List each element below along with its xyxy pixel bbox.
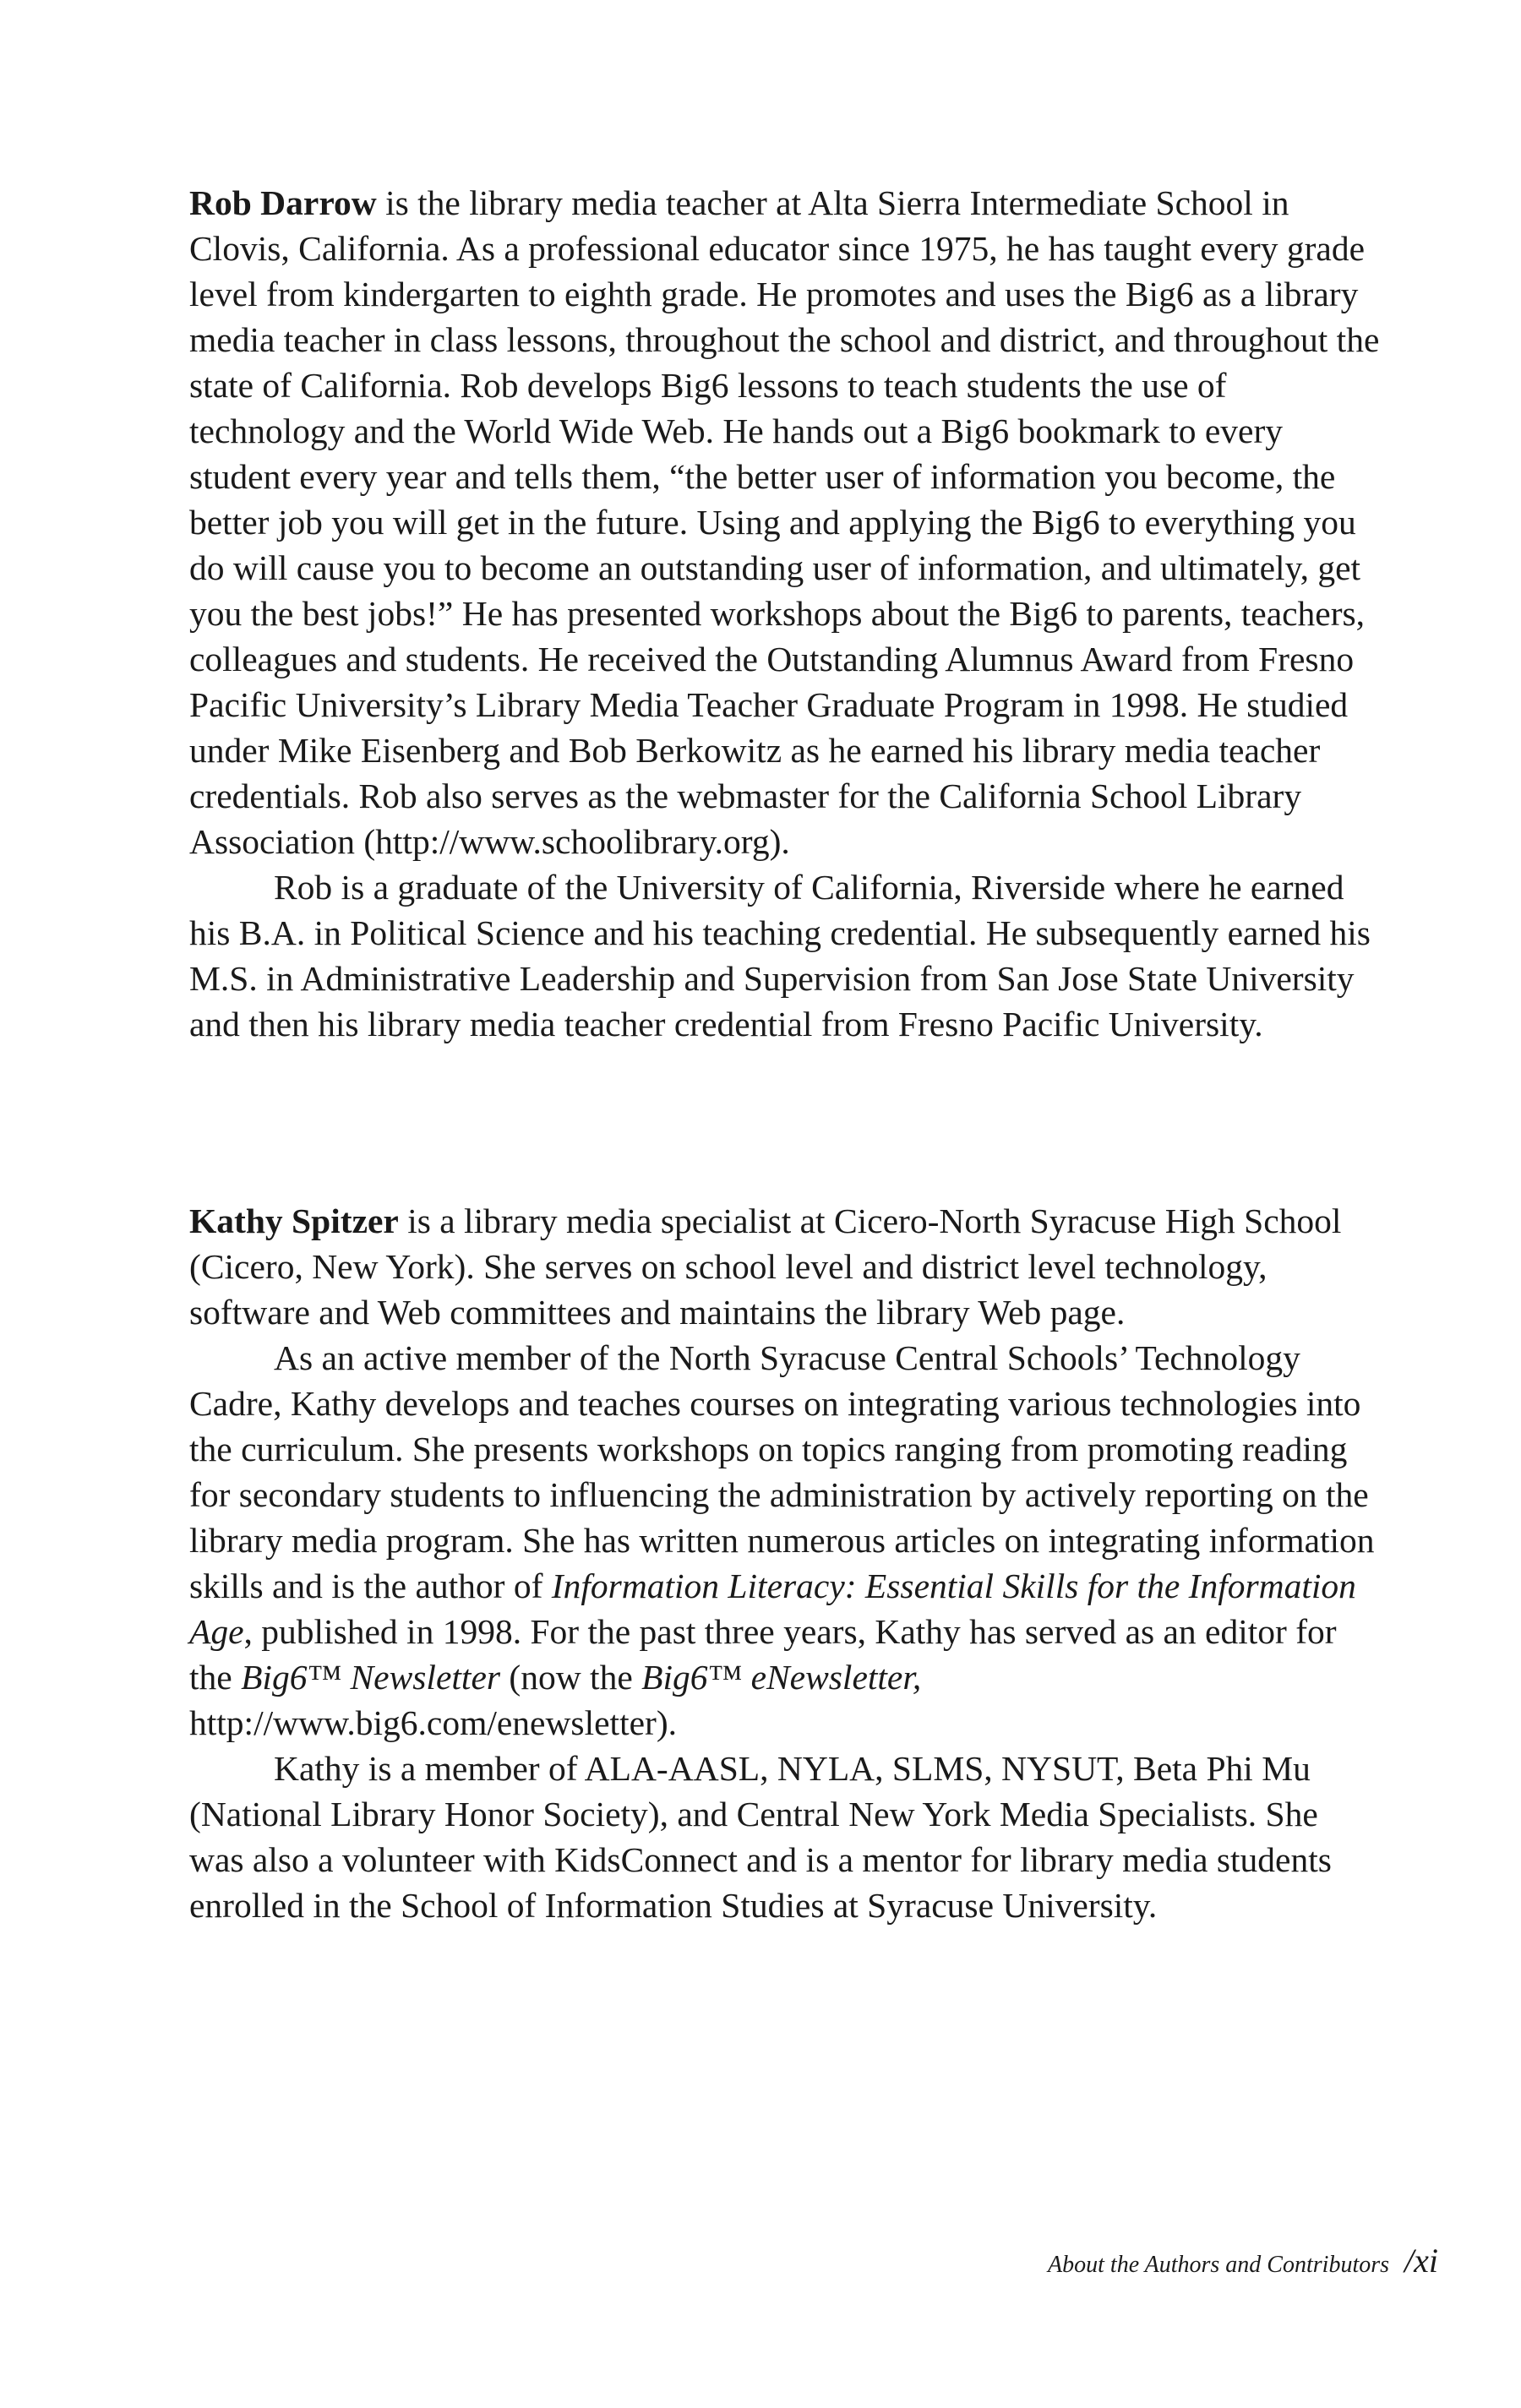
author-name-kathy: Kathy Spitzer: [189, 1201, 399, 1240]
running-footer-title: About the Authors and Contributors: [1048, 2252, 1390, 2278]
bio-rob-darrow: [189, 180, 1381, 1047]
bio-rob-paragraph-1: [189, 180, 1381, 864]
enewsletter-title: Big6™ eNewsletter,: [641, 1658, 922, 1697]
bio-rob-text-1: is the library media teacher at Alta Sierra Intermediate School in Clovis, California. As a professional educator since 1975, he has taught every grade level from kindergarten to eighth grade. He promotes and uses the Big6 as a library media teacher in class lessons, throughout the school and district, and throughout the state of California. Rob develops Big6 lessons to teach students the use of technology and the World Wide Web. He hands out a Big6 bookmark to every student every year and tells them, “the better user of information you become, the better job you will get in the future. Using and applying the Big6 to everything you do will cause you to become an outstanding user of information, and ultimately, get you the best jobs!” He has presented workshops about the Big6 to parents, teachers, colleagues and students. He received the Outstanding Alumnus Award from Fresno Pacific University’s Library Media Teacher Graduate Program in 1998. He studied under Mike Eisenberg and Bob Berkowitz as he earned his library media teacher credentials. Rob also serves as the webmaster for the California School Library Association (http://www.schoolibrary.org).: [189, 183, 1380, 861]
newsletter-title: Big6™ Newsletter: [241, 1658, 501, 1697]
bio-kathy-text-2c: (now the: [500, 1658, 642, 1697]
bio-kathy-text-1: is a library media specialist at Cicero-North Syracuse High School (Cicero, New York). She serves on school level and district level technology, software and Web committees and maintains the library Web page.: [189, 1201, 1342, 1332]
bio-kathy-paragraph-3: Kathy is a member of ALA-AASL, NYLA, SLMS, NYSUT, Beta Phi Mu (National Library Honor Society), and Central New York Media Specialists. She was also a volunteer with KidsConnect and is a mentor for library media students enrolled in the School of Information Studies at Syracuse University.: [189, 1749, 1332, 1925]
bio-kathy-text-2d: http://www.big6.com/enewsletter).: [189, 1703, 678, 1742]
bio-kathy-spitzer: [189, 1198, 1381, 1928]
bio-kathy-text-2a: As an active member of the North Syracuse Central Schools’ Technology Cadre, Kathy develops and teaches courses on integrating various technologies into the curriculum. She presents workshops on topics ranging from promoting reading for secondary students to influencing the administration by actively reporting on the library media program. She has written numerous articles on integrating information skills and is the author of: [189, 1338, 1375, 1605]
book-title: Information Literacy: Essential Skills for the Information Age: [189, 1566, 1356, 1651]
page-number: /xi: [1404, 2242, 1438, 2280]
bio-kathy-text-2b: , published in 1998. For the past three years, Kathy has served as an editor for the: [189, 1612, 1337, 1697]
bio-kathy-paragraph-2: [189, 1335, 1381, 1746]
bio-kathy-paragraph-1: [189, 1198, 1381, 1335]
bio-rob-paragraph-2: Rob is a graduate of the University of California, Riverside where he earned his B.A. in Political Science and his teaching credential. He subsequently earned his M.S. in Administrative Leadership and Supervision from San Jose State University and then his library media teacher credential from Fresno Pacific University.: [189, 868, 1371, 1043]
author-name-rob: Rob Darrow: [189, 183, 377, 222]
page-footer: [1048, 2241, 1438, 2280]
